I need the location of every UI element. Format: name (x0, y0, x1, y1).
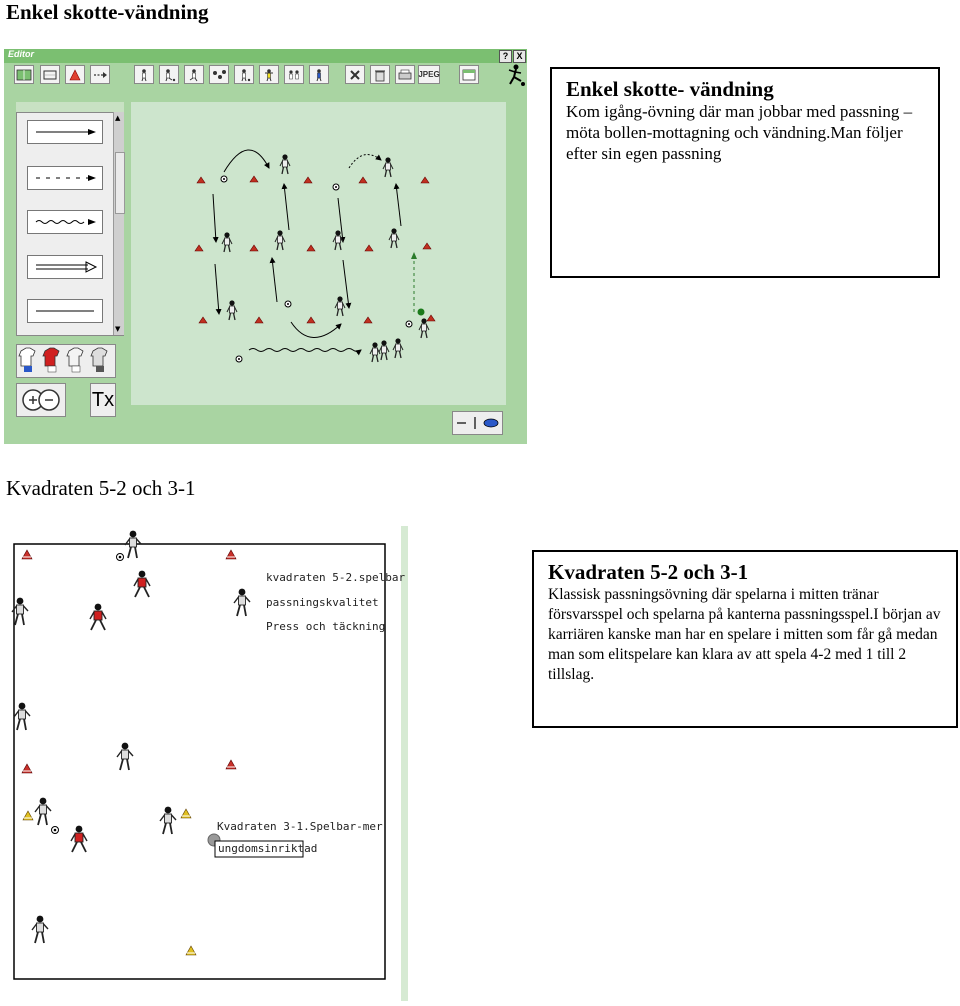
section-heading-kvadraten: Kvadraten 5-2 och 3-1 (6, 476, 196, 500)
delete-tool-button[interactable] (345, 65, 365, 84)
cone-icon (67, 68, 83, 82)
scroll-thumb[interactable] (115, 152, 125, 214)
exercise2-box (532, 550, 958, 728)
scroll-down-icon[interactable]: ▼ (115, 325, 121, 333)
arrow-tool-button[interactable] (90, 65, 110, 84)
palette-scrollbar[interactable] (113, 112, 124, 335)
wavy-arrow-icon (28, 211, 102, 233)
solid-arrow-icon (28, 121, 102, 143)
player-tool-3[interactable] (184, 65, 204, 84)
view-controls (453, 412, 502, 434)
exercise1-box (550, 67, 940, 278)
section-heading-skotte: Enkel skotte-vändning (6, 0, 209, 24)
goal-icon (42, 68, 58, 82)
goalkeeper-icon (261, 68, 277, 82)
zoom-control[interactable] (16, 383, 66, 417)
editor-window (4, 49, 527, 444)
shirt-red-icon (43, 348, 59, 372)
player-run-icon (186, 68, 202, 82)
view-toolbar (452, 411, 503, 435)
line-tool-dashed-arrow[interactable] (27, 166, 103, 190)
player-kick-icon (161, 68, 177, 82)
editor-toolbar (4, 63, 527, 87)
printer-icon (397, 68, 413, 82)
diagram2-label-3: Press och täckning (266, 620, 386, 633)
exercise2-title: Kvadraten 5-2 och 3-1 (548, 560, 749, 584)
double-arrow-icon (28, 256, 102, 278)
coach-tool-button[interactable] (309, 65, 329, 84)
zoom-icon (17, 384, 65, 416)
exercise2-body: Klassisk passningsövning där spelarna i mitten tränar försvarsspel och spelarna på kanterna passningsspel.I början av karriären kanske man har en spelare i mitten som får gå medan man som elitspelare kan klara av att spela 4-2 med 1 till 2 tillslag. (548, 586, 941, 683)
line-tool-wavy-arrow[interactable] (27, 210, 103, 234)
field-tool-button[interactable] (14, 65, 34, 84)
drill-diagram (131, 102, 506, 405)
window-button[interactable] (459, 65, 479, 84)
line-tool-list (16, 102, 116, 336)
line-tool-plain-line[interactable] (27, 299, 103, 323)
diagram2-label-2: passningskvalitet (266, 596, 379, 609)
players-group-icon (286, 68, 302, 82)
goal-tool-button[interactable] (40, 65, 60, 84)
player-icon (136, 68, 152, 82)
diagram2-label-1: kvadraten 5-2.spelbar (266, 571, 406, 584)
pitch-icon (16, 68, 32, 82)
coach-icon (311, 68, 327, 82)
balls-tool-button[interactable] (209, 65, 229, 84)
line-tool-solid-arrow[interactable] (27, 120, 103, 144)
text-tool-button[interactable]: Tx (90, 383, 116, 417)
dashed-arrow-icon (92, 68, 108, 82)
print-button[interactable] (395, 65, 415, 84)
help-button[interactable]: ? (499, 50, 512, 63)
shirt-white-icon (19, 348, 35, 372)
editor-title: Editor (8, 49, 34, 59)
line-tool-double-arrow[interactable] (27, 255, 103, 279)
dashed-arrow-icon (28, 167, 102, 189)
player-tool-1[interactable] (134, 65, 154, 84)
kicker-logo-icon (504, 63, 526, 87)
diagram2-label-5: ungdomsinriktad (218, 842, 318, 855)
close-button[interactable]: X (513, 50, 526, 63)
kit-palette (16, 344, 116, 378)
plain-line-icon (28, 300, 102, 322)
jpeg-export-button[interactable]: JPEG (418, 65, 440, 84)
player-tool-4[interactable] (234, 65, 254, 84)
shirt-icons (17, 345, 115, 377)
diagram2-label-4: Kvadraten 3-1.Spelbar-mer (217, 820, 383, 833)
window-icon (461, 68, 477, 82)
player-dribble-icon (236, 68, 252, 82)
kvadraten-diagram (0, 526, 408, 1001)
group-tool-button[interactable] (284, 65, 304, 84)
trash-button[interactable] (370, 65, 390, 84)
cone-tool-button[interactable] (65, 65, 85, 84)
shirt-grey-icon (67, 348, 83, 372)
scroll-up-icon[interactable]: ▲ (115, 114, 121, 122)
exercise1-title: Enkel skotte- vändning (566, 77, 774, 101)
exercise1-body: Kom igång-övning där man jobbar med passning –möta bollen-mottagning och vändning.Man följer efter sin egen passning (566, 102, 913, 163)
trash-icon (372, 68, 388, 82)
player-tool-2[interactable] (159, 65, 179, 84)
editor-titlebar (4, 49, 527, 63)
delete-icon (347, 68, 363, 82)
balls-icon (211, 68, 227, 82)
drill-field[interactable] (131, 102, 506, 405)
eye-icon (484, 419, 498, 427)
shirt-stripe-icon (91, 348, 107, 372)
goalkeeper-tool-button[interactable] (259, 65, 279, 84)
